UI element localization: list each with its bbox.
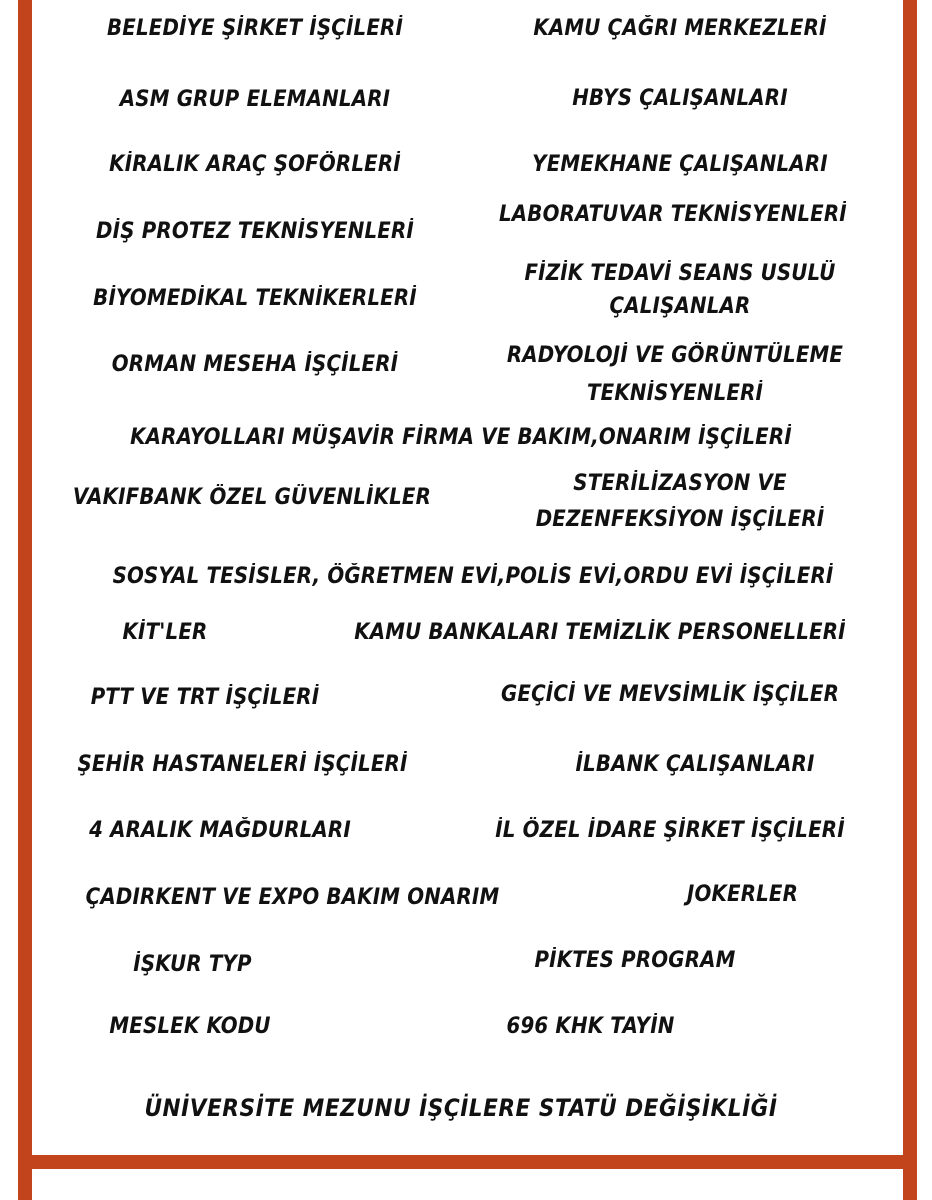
list-item-sehir-hastaneleri-iscileri: ŞEHİR HASTANELERİ İŞÇİLERİ bbox=[77, 752, 408, 777]
list-item-laboratuvar-teknisyenleri: LABORATUVAR TEKNİSYENLERİ bbox=[499, 202, 847, 227]
list-item-ilbank-calisanlari: İLBANK ÇALIŞANLARI bbox=[575, 752, 815, 777]
list-item-biyomedikal-teknikerleri: BİYOMEDİKAL TEKNİKERLERİ bbox=[93, 286, 417, 311]
list-item-radyoloji-line2: TEKNİSYENLERİ bbox=[586, 381, 764, 406]
list-item-yemekhane-calisanlari: YEMEKHANE ÇALIŞANLARI bbox=[532, 152, 828, 177]
list-item-sosyal-tesisler: SOSYAL TESİSLER, ÖĞRETMEN EVİ,POLİS EVİ,ORDU EVİ İŞÇİLERİ bbox=[112, 564, 834, 589]
list-item-piktes-program: PİKTES PROGRAM bbox=[534, 948, 736, 973]
list-item-universite-mezunu: ÜNİVERSİTE MEZUNU İŞÇİLERE STATÜ DEĞİŞİKLİĞİ bbox=[144, 1094, 778, 1122]
list-item-vakifbank-ozel-guvenlikler: VAKIFBANK ÖZEL GÜVENLİKLER bbox=[72, 485, 432, 510]
list-item-karayollari: KARAYOLLARI MÜŞAVİR FİRMA VE BAKIM,ONARIM İŞÇİLERİ bbox=[130, 425, 792, 450]
list-item-fizik-tedavi-line2: ÇALIŞANLAR bbox=[609, 294, 751, 319]
list-item-cadirkent-expo: ÇADIRKENT VE EXPO BAKIM ONARIM bbox=[85, 885, 500, 910]
list-item-radyoloji-line1: RADYOLOJİ VE GÖRÜNTÜLEME bbox=[506, 343, 844, 368]
list-item-asm-grup-elemanlari: ASM GRUP ELEMANLARI bbox=[119, 87, 391, 112]
list-item-iskur-typ: İŞKUR TYP bbox=[133, 952, 252, 977]
list-item-sterilizasyon-line2: DEZENFEKSİYON İŞÇİLERİ bbox=[535, 507, 825, 532]
list-item-4-aralik-magdurlari: 4 ARALIK MAĞDURLARI bbox=[89, 818, 351, 843]
frame-left-border bbox=[18, 0, 32, 1200]
list-item-kitler: KİT'LER bbox=[122, 620, 208, 645]
frame-right-border bbox=[903, 0, 917, 1200]
list-item-hbys-calisanlari: HBYS ÇALIŞANLARI bbox=[572, 86, 788, 111]
list-item-jokerler: JOKERLER bbox=[686, 882, 799, 907]
list-item-696-khk-tayin: 696 KHK TAYİN bbox=[506, 1014, 675, 1039]
list-item-meslek-kodu: MESLEK KODU bbox=[109, 1014, 271, 1039]
list-item-ptt-trt-iscileri: PTT VE TRT İŞÇİLERİ bbox=[90, 685, 320, 710]
list-item-belediye-sirket-isçileri: BELEDİYE ŞİRKET İŞÇİLERİ bbox=[106, 16, 404, 41]
list-item-il-ozel-idare: İL ÖZEL İDARE ŞİRKET İŞÇİLERİ bbox=[495, 818, 845, 843]
frame-bottom-border bbox=[18, 1155, 917, 1169]
list-item-sterilizasyon-line1: STERİLİZASYON VE bbox=[573, 471, 787, 496]
list-item-orman-meseha-iscileri: ORMAN MESEHA İŞÇİLERİ bbox=[111, 352, 399, 377]
list-item-gecici-mevsimlik-isciler: GEÇİCİ VE MEVSİMLİK İŞÇİLER bbox=[500, 682, 840, 707]
list-item-kamu-bankalari: KAMU BANKALARI TEMİZLİK PERSONELLERİ bbox=[354, 620, 846, 645]
list-item-kiralik-arac-soforleri: KİRALIK ARAÇ ŞOFÖRLERİ bbox=[109, 152, 401, 177]
list-item-dis-protez-teknisyenleri: DİŞ PROTEZ TEKNİSYENLERİ bbox=[96, 219, 414, 244]
list-item-kamu-cagri-merkezleri: KAMU ÇAĞRI MERKEZLERİ bbox=[533, 16, 827, 41]
list-item-fizik-tedavi-line1: FİZİK TEDAVİ SEANS USULÜ bbox=[524, 261, 836, 286]
